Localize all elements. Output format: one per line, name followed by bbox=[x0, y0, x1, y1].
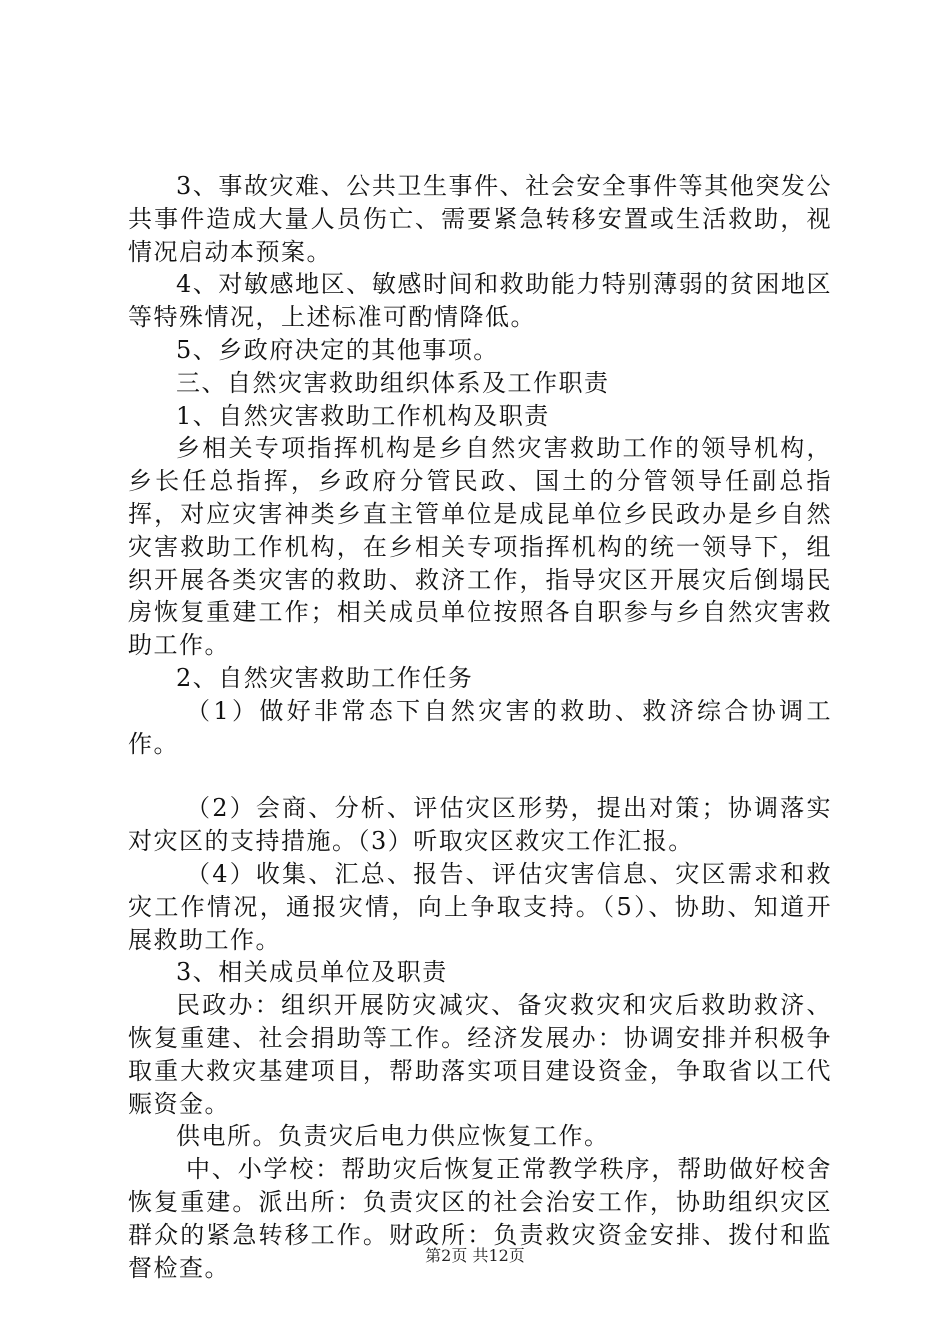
paragraph-schools-police-finance: 中、小学校：帮助灾后恢复正常教学秩序，帮助做好校舍恢复重建。派出所：负责灾区的社会治安工作，协助组织灾区群众的紧急转移工作。财政所：负责救灾资金安排、拨付和监督检查。 bbox=[128, 1155, 832, 1282]
page-number-footer: 第2页 共12页 bbox=[425, 1246, 525, 1265]
paragraph-command-structure: 乡相关专项指挥机构是乡自然灾害救助工作的领导机构，乡长任总指挥，乡政府分管民政、国土的分管领导任副总指挥，对应灾害神类乡直主管单位是成昆单位乡民政办是乡自然灾害救助工作机构，在乡相关专项指挥机构的统一领导下，组织开展各类灾害的救助、救济工作，指导灾区开展灾后倒塌民房恢复重建工作；相关成员单位按照各自职参与乡自然灾害救助工作。 bbox=[128, 434, 832, 660]
subsection-heading-1: 1、自然灾害救助工作机构及职责 bbox=[176, 401, 550, 430]
paragraph-item-3: 3、事故灾难、公共卫生事件、社会安全事件等其他突发公共事件造成大量人员伤亡、需要紧急转移安置或生活救助，视情况启动本预案。 bbox=[128, 172, 832, 266]
subsection-heading-2: 2、自然灾害救助工作任务 bbox=[176, 663, 474, 692]
paragraph-item-5: 5、乡政府决定的其他事项。 bbox=[176, 335, 499, 364]
paragraph-item-4: 4、对敏感地区、敏感时间和救助能力特别薄弱的贫困地区等特殊情况，上述标准可酌情降低。 bbox=[128, 270, 832, 332]
paragraph-civil-affairs: 民政办：组织开展防灾减灾、备灾救灾和灾后救助救济、恢复重建、社会捐助等工作。经济发展办：协调安排并积极争取重大救灾基建项目，帮助落实项目建设资金，争取省以工代赈资金。 bbox=[128, 991, 832, 1118]
paragraph-power-station: 供电所。负责灾后电力供应恢复工作。 bbox=[176, 1122, 610, 1151]
task-item-1: （1）做好非常态下自然灾害的救助、救济综合协调工作。 bbox=[128, 696, 832, 758]
task-item-4-5: （4）收集、汇总、报告、评估灾害信息、灾区需求和救灾工作情况，通报灾情，向上争取支持。（5）、协助、知道开展救助工作。 bbox=[128, 859, 832, 954]
subsection-heading-3: 3、相关成员单位及职责 bbox=[176, 958, 448, 987]
document-body bbox=[128, 170, 832, 1284]
task-item-2-3: （2）会商、分析、评估灾区形势，提出对策；协调落实对灾区的支持措施。（3）听取灾区救灾工作汇报。 bbox=[128, 794, 832, 856]
section-heading-3: 三、自然灾害救助组织体系及工作职责 bbox=[176, 368, 610, 397]
